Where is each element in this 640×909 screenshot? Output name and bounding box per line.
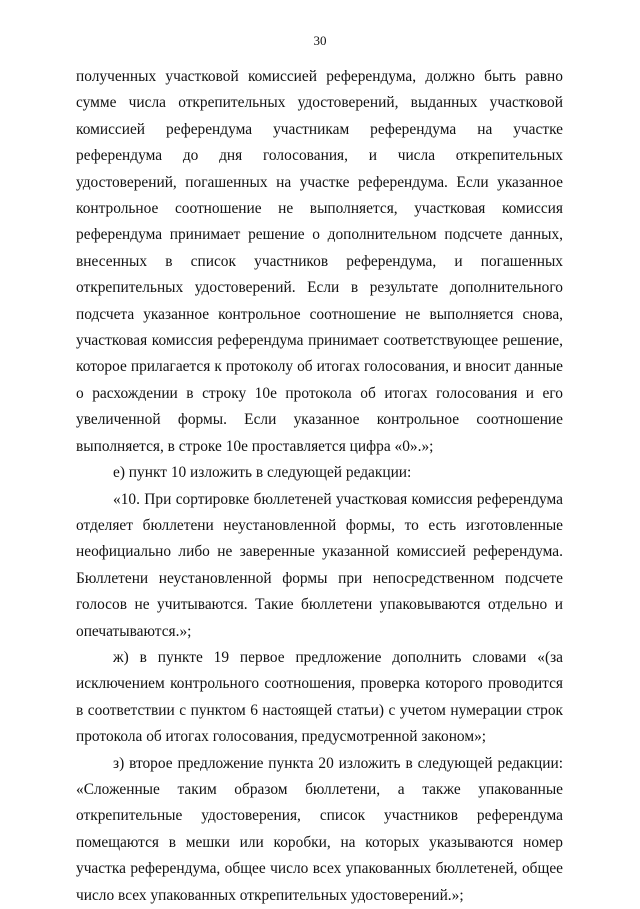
paragraph-continuation: полученных участковой комиссией референдума, должно быть равно сумме числа открепительных удостоверений, выданных участковой комиссией референдума участникам референдума на участке референдума до дня голосования, и числа открепительных удостоверений, погашенных на участке референдума. Если указанное контрольное соотношение не выполняется, участковая комиссия референдума принимает решение о дополнительном подсчете данных, внесенных в список участников референдума, и погашенных открепительных удостоверений. Если в результате дополнительного подсчета указанное контрольное соотношение не выполняется снова, участковая комиссия референдума принимает соответствующее решение, которое прилагается к протоколу об итогах голосования, и вносит данные о расхождении в строку 10е протокола об итогах голосования и его увеличенной формы. Если указанное контрольное соотношение выполняется, в строке 10е проставляется цифра «0».»; [76,68,563,455]
document-body [76,64,563,909]
paragraph-item-10-text: «10. При сортировке бюллетеней участковая комиссия референдума отделяет бюллетени неустановленной формы, то есть изготовленные неофициально либо не заверенные указанной комиссией референдума. Бюллетени неустановленной формы при непосредственном подсчете голосов не учитываются. Такие бюллетени упаковываются отдельно и опечатываются.»; [76,490,563,640]
paragraph-item-zh: ж) в пункте 19 первое предложение дополнить словами «(за исключением контрольного соотношения, проверка которого проводится в соответствии с пунктом 6 настоящей статьи) с учетом нумерации строк протокола об итогах голосования, предусмотренной законом»; [76,648,563,746]
paragraph-item-z: з) второе предложение пункта 20 изложить в следующей редакции: «Сложенные таким образом бюллетени, а также упакованные открепительные удостоверения, список участников референдума помещаются в мешки или коробки, на которых указываются номер участка референдума, общее число всех упакованных бюллетеней, общее число всех упакованных открепительных удостоверений.»; [76,754,563,904]
page-number: 30 [313,33,327,48]
paragraph-item-e: е) пункт 10 изложить в следующей редакции: [113,464,412,482]
